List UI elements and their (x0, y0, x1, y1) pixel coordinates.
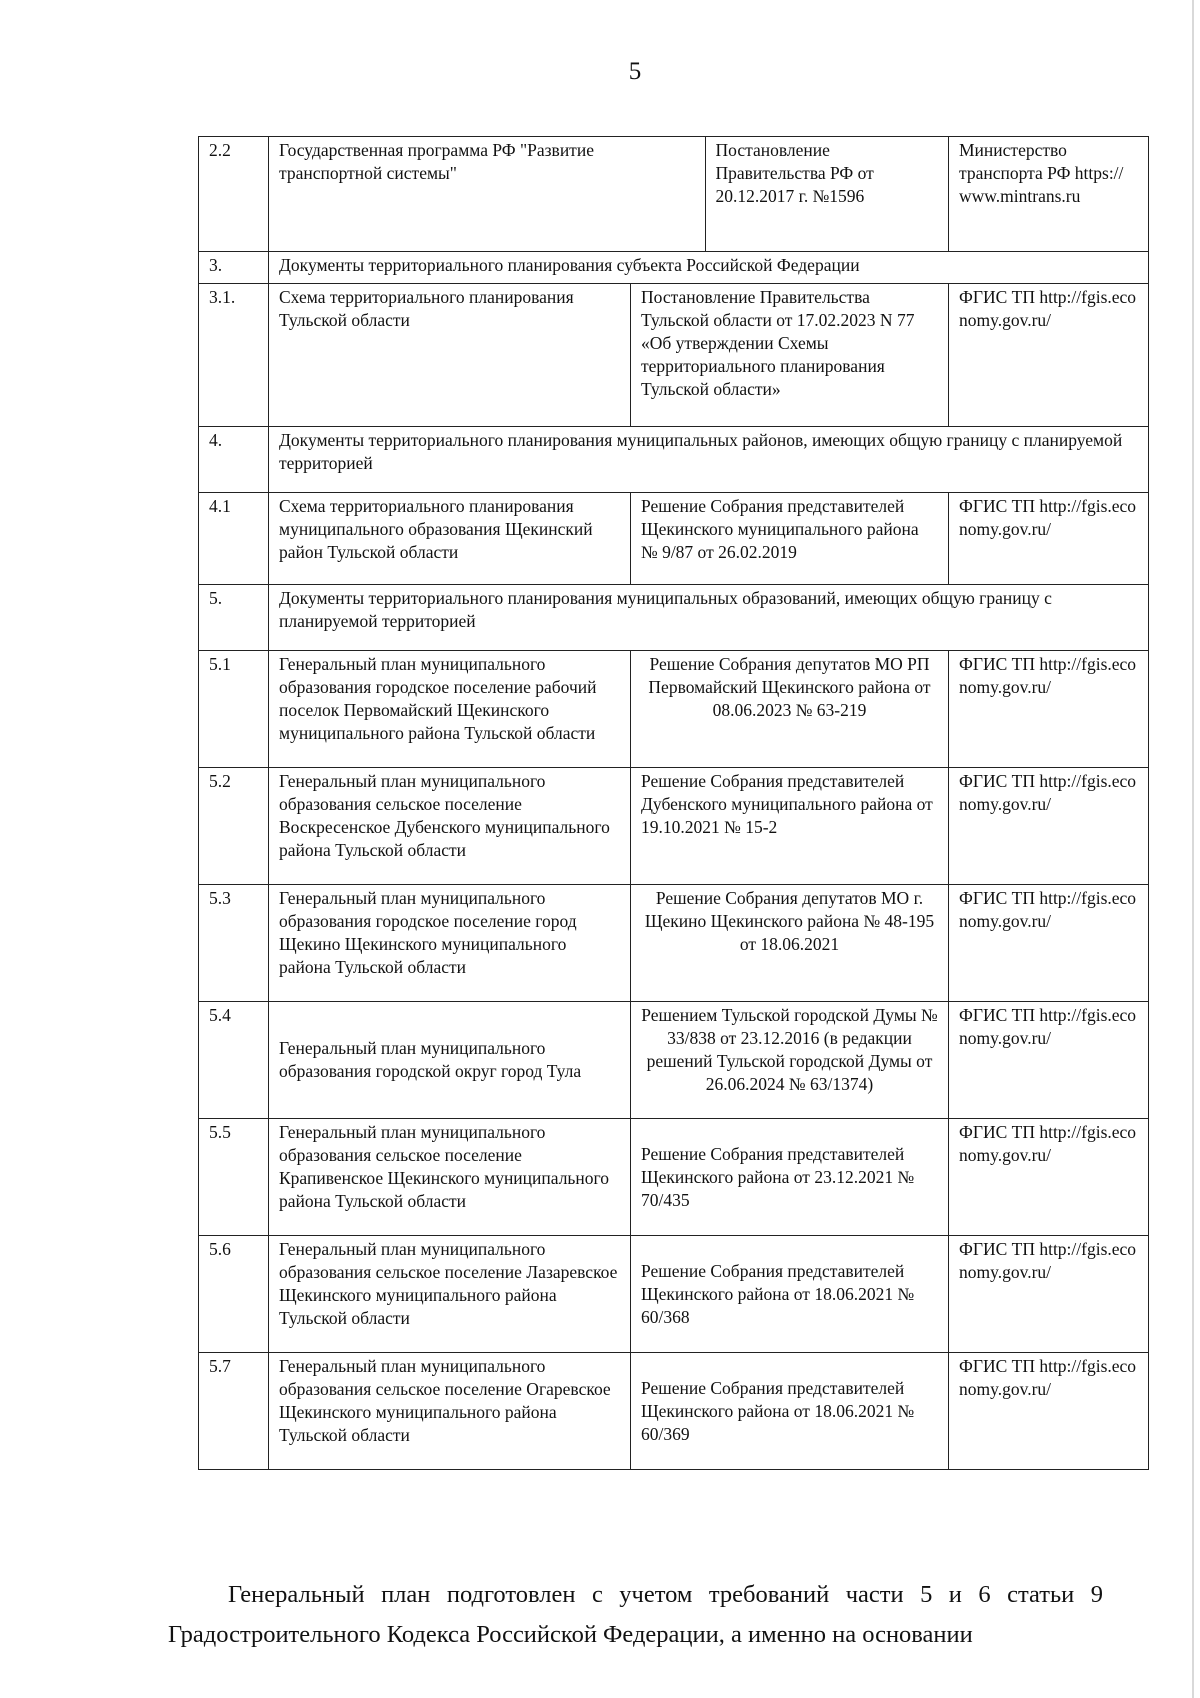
row-number: 3.1. (199, 284, 269, 427)
approval-doc-cell: Решение Собрания представителей Щекинского района от 18.06.2021 № 60/368 (631, 1236, 949, 1353)
section-number: 5. (199, 585, 269, 651)
plan-name-cell: Генеральный план муниципального образования городское поселение рабочий поселок Первомайский Щекинского муниципального района Тульской области (269, 651, 631, 768)
approval-doc-cell: Решение Собрания представителей Щекинского муниципального района № 9/87 от 26.02.2019 (631, 493, 949, 585)
approval-doc-cell: Постановление Правительства Тульской области от 17.02.2023 N 77 «Об утверждении Схемы территориального планирования Тульской области» (631, 284, 949, 427)
source-cell: ФГИС ТП http://fgis.economy.gov.ru/ (949, 493, 1149, 585)
table-row (199, 493, 1149, 585)
source-cell: ФГИС ТП http://fgis.economy.gov.ru/ (949, 1119, 1149, 1236)
row-number: 5.2 (199, 768, 269, 885)
row-number: 2.2 (199, 137, 269, 252)
plan-name-cell: Генеральный план муниципального образования городской округ город Тула (269, 1002, 631, 1119)
plan-name-cell: Генеральный план муниципального образования сельское поселение Крапивенское Щекинского муниципального района Тульской области (269, 1119, 631, 1236)
row-number: 5.7 (199, 1353, 269, 1470)
page-number: 5 (628, 58, 642, 85)
page-edge-shadow (1192, 0, 1194, 1698)
source-cell: ФГИС ТП http://fgis.economy.gov.ru/ (949, 651, 1149, 768)
plan-name: Государственная программа РФ "Развитие транспортной системы" (279, 140, 594, 183)
table-row (199, 137, 1149, 252)
table-row (199, 1119, 1149, 1236)
section-number: 4. (199, 427, 269, 493)
row-number: 5.3 (199, 885, 269, 1002)
approval-doc-cell: Решение Собрания представителей Дубенского муниципального района от 19.10.2021 № 15-2 (631, 768, 949, 885)
row-number: 4.1 (199, 493, 269, 585)
table-row (199, 768, 1149, 885)
source-cell: Министерство транспорта РФ https:// www.mintrans.ru (949, 137, 1149, 252)
plan-name-cell: Схема территориального планирования Тульской области (269, 284, 631, 427)
section-title: Документы территориального планирования муниципальных образований, имеющих общую границу с планируемой территорией (269, 585, 1149, 651)
section-title: Документы территориального планирования муниципальных районов, имеющих общую границу с планируемой территорией (269, 427, 1149, 493)
section-row (199, 427, 1149, 493)
approval-doc-cell: Решение Собрания представителей Щекинского района от 23.12.2021 № 70/435 (631, 1119, 949, 1236)
section-title: Документы территориального планирования субъекта Российской Федерации (269, 252, 1149, 284)
section-number: 3. (199, 252, 269, 284)
documents-table (198, 136, 1149, 1470)
plan-name-cell: Генеральный план муниципального образования городское поселение город Щекино Щекинского муниципального района Тульской области (269, 885, 631, 1002)
table-row (199, 284, 1149, 427)
source-cell: ФГИС ТП http://fgis.economy.gov.ru/ (949, 885, 1149, 1002)
table-row (199, 1353, 1149, 1470)
table-row (199, 651, 1149, 768)
approval-doc-cell: Решением Тульской городской Думы № 33/838 от 23.12.2016 (в редакции решений Тульской городской Думы от 26.06.2024 № 63/1374) (631, 1002, 949, 1119)
plan-name-cell: Схема территориального планирования муниципального образования Щекинский район Тульской области (269, 493, 631, 585)
plan-name-cell: Генеральный план муниципального образования сельское поселение Воскресенское Дубенского муниципального района Тульской области (269, 768, 631, 885)
approval-doc-cell: Решение Собрания депутатов МО РП Первомайский Щекинского района от 08.06.2023 № 63-219 (631, 651, 949, 768)
plan-name-cell: Генеральный план муниципального образования сельское поселение Огаревское Щекинского муниципального района Тульской области (269, 1353, 631, 1470)
section-row (199, 252, 1149, 284)
source-cell: ФГИС ТП http://fgis.economy.gov.ru/ (949, 768, 1149, 885)
approval-doc-cell: Решение Собрания депутатов МО г. Щекино Щекинского района № 48-195 от 18.06.2021 (631, 885, 949, 1002)
body-paragraph: Генеральный план подготовлен с учетом требований части 5 и 6 статьи 9 Градостроительного Кодекса Российской Федерации, а именно на основании (168, 1581, 1103, 1648)
approval-doc-cell: Решение Собрания представителей Щекинского района от 18.06.2021 № 60/369 (631, 1353, 949, 1470)
source-cell: ФГИС ТП http://fgis.economy.gov.ru/ (949, 284, 1149, 427)
source-cell: ФГИС ТП http://fgis.economy.gov.ru/ (949, 1353, 1149, 1470)
plan-name-cell: Генеральный план муниципального образования сельское поселение Лазаревское Щекинского муниципального района Тульской области (269, 1236, 631, 1353)
source-cell: ФГИС ТП http://fgis.economy.gov.ru/ (949, 1002, 1149, 1119)
row-number: 5.5 (199, 1119, 269, 1236)
table-row (199, 885, 1149, 1002)
table-row (199, 1236, 1149, 1353)
row-number: 5.4 (199, 1002, 269, 1119)
plan-name-cell (269, 137, 631, 252)
section-row (199, 585, 1149, 651)
row-number: 5.6 (199, 1236, 269, 1353)
table-row (199, 1002, 1149, 1119)
row-number: 5.1 (199, 651, 269, 768)
approval-doc-cell (631, 137, 949, 252)
source-cell: ФГИС ТП http://fgis.economy.gov.ru/ (949, 1236, 1149, 1353)
approval-doc: Постановление Правительства РФ от 20.12.2017 г. №1596 (705, 137, 949, 251)
